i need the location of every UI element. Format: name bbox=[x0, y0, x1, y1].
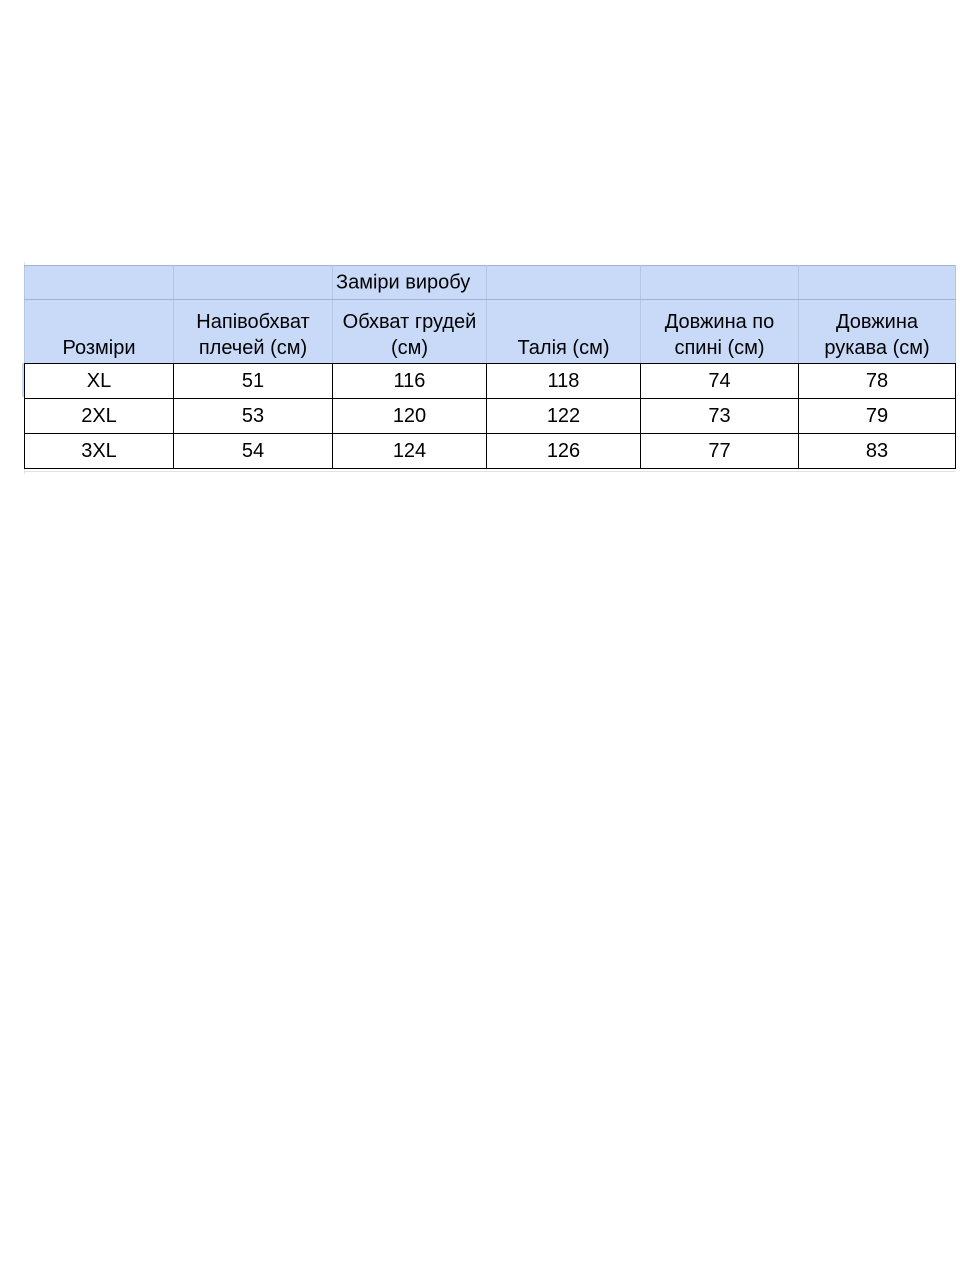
size-cell[interactable]: 3XL bbox=[25, 434, 174, 469]
value-cell[interactable]: 126 bbox=[487, 434, 641, 469]
value-cell[interactable]: 83 bbox=[799, 434, 956, 469]
group-title: Заміри виробу bbox=[336, 271, 471, 293]
column-header-waist[interactable]: Талія (см) bbox=[487, 300, 641, 364]
value-cell[interactable]: 124 bbox=[333, 434, 487, 469]
size-cell[interactable]: XL bbox=[25, 364, 174, 399]
value-cell[interactable]: 54 bbox=[174, 434, 333, 469]
size-cell[interactable]: 2XL bbox=[25, 399, 174, 434]
header-cell-empty[interactable] bbox=[25, 266, 174, 300]
value-cell[interactable]: 122 bbox=[487, 399, 641, 434]
column-header-sleeve-length[interactable]: Довжина рукава (см) bbox=[799, 300, 956, 364]
table-row bbox=[25, 434, 956, 469]
column-header-chest[interactable]: Обхват грудей (см) bbox=[333, 300, 487, 364]
value-cell[interactable]: 79 bbox=[799, 399, 956, 434]
header-cell-empty[interactable] bbox=[487, 266, 641, 300]
sheet-gridline bbox=[24, 471, 955, 472]
value-cell[interactable]: 51 bbox=[174, 364, 333, 399]
value-cell[interactable]: 53 bbox=[174, 399, 333, 434]
value-cell[interactable]: 116 bbox=[333, 364, 487, 399]
column-header-back-length[interactable]: Довжина по спині (см) bbox=[641, 300, 799, 364]
group-title-cell[interactable] bbox=[333, 266, 487, 300]
value-cell[interactable]: 73 bbox=[641, 399, 799, 434]
header-cell-empty[interactable] bbox=[174, 266, 333, 300]
table-row bbox=[25, 364, 956, 399]
header-cell-empty[interactable] bbox=[799, 266, 956, 300]
column-header-size[interactable]: Розміри bbox=[25, 300, 174, 364]
column-header-row bbox=[25, 300, 956, 364]
size-chart-table bbox=[24, 265, 956, 469]
value-cell[interactable]: 120 bbox=[333, 399, 487, 434]
group-header-row bbox=[25, 266, 956, 300]
header-cell-empty[interactable] bbox=[641, 266, 799, 300]
value-cell[interactable]: 74 bbox=[641, 364, 799, 399]
value-cell[interactable]: 77 bbox=[641, 434, 799, 469]
value-cell[interactable]: 118 bbox=[487, 364, 641, 399]
table-row bbox=[25, 399, 956, 434]
value-cell[interactable]: 78 bbox=[799, 364, 956, 399]
spreadsheet-area bbox=[24, 265, 955, 469]
column-header-shoulders[interactable]: Напівобхват плечей (см) bbox=[174, 300, 333, 364]
